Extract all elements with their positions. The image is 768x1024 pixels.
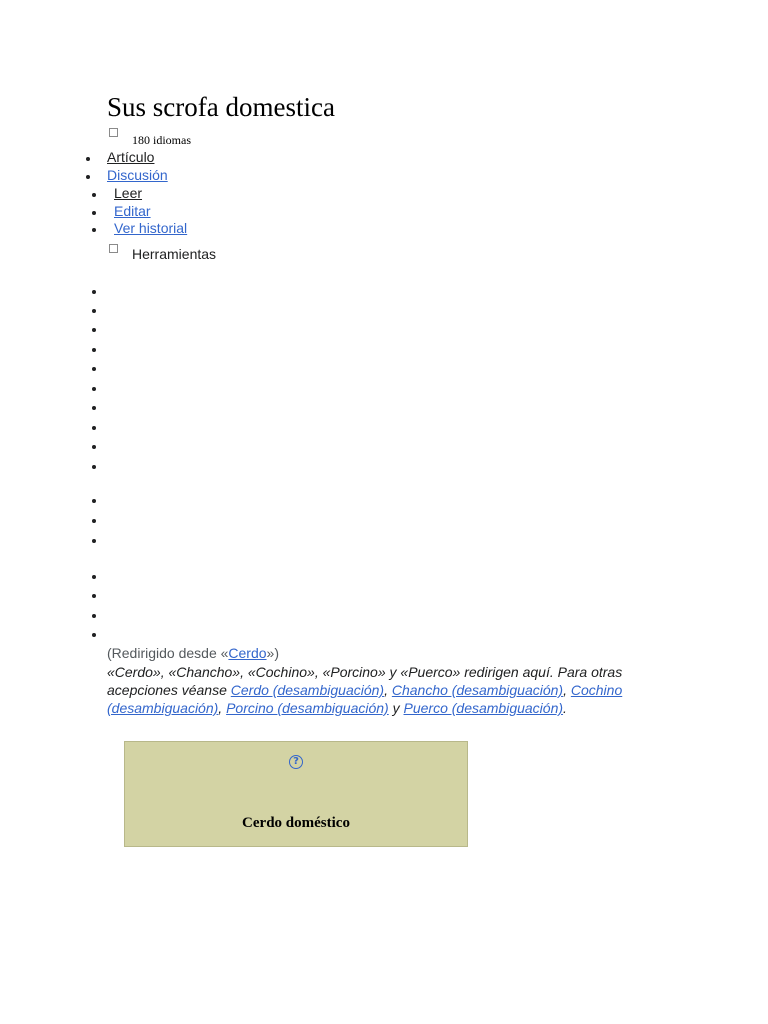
tab-article[interactable]: Artículo bbox=[107, 149, 155, 165]
hatnote-end: . bbox=[563, 700, 567, 716]
bullet-icon bbox=[86, 157, 90, 161]
list-bullet-icon bbox=[92, 519, 96, 523]
list-bullet-icon bbox=[92, 348, 96, 352]
hatnote-link-porcino[interactable]: Porcino (desambiguación) bbox=[226, 700, 389, 716]
hatnote-link-puerco[interactable]: Puerco (desambiguación) bbox=[403, 700, 564, 716]
hatnote-separator: , bbox=[563, 682, 571, 698]
redirect-prefix: (Redirigido desde « bbox=[107, 645, 229, 661]
hatnote-text: «Cerdo», «Chancho», «Cochino», «Porcino» y «Puerco» redirigen aquí. Para otras acepciones véanse bbox=[107, 664, 623, 698]
list-bullet-icon bbox=[92, 575, 96, 579]
bullet-icon bbox=[92, 228, 96, 232]
list-bullet-icon bbox=[92, 539, 96, 543]
tools-button[interactable]: Herramientas bbox=[132, 246, 217, 262]
hatnote-separator: y bbox=[388, 700, 404, 716]
list-bullet-icon bbox=[92, 387, 96, 391]
bullet-icon bbox=[86, 175, 90, 179]
languages-button[interactable]: 180 idiomas bbox=[132, 133, 191, 147]
tab-history[interactable]: Ver historial bbox=[114, 220, 188, 236]
hatnote-link-cerdo[interactable]: Cerdo (desambiguación) bbox=[230, 682, 385, 698]
hatnote-separator: , bbox=[384, 682, 392, 698]
infobox-title: Cerdo doméstico bbox=[242, 815, 350, 831]
page-title: Sus scrofa domestica bbox=[107, 92, 335, 122]
list-bullet-icon bbox=[92, 328, 96, 332]
list-bullet-icon bbox=[92, 290, 96, 294]
list-bullet-icon bbox=[92, 367, 96, 371]
hatnote-link-chancho[interactable]: Chancho (desambiguación) bbox=[391, 682, 564, 698]
hatnote-separator: , bbox=[218, 700, 227, 716]
list-bullet-icon bbox=[92, 426, 96, 430]
list-bullet-icon bbox=[92, 499, 96, 503]
list-bullet-icon bbox=[92, 614, 96, 618]
bullet-icon bbox=[92, 211, 96, 215]
list-bullet-icon bbox=[92, 594, 96, 598]
list-bullet-icon bbox=[92, 309, 96, 313]
redirect-suffix: ») bbox=[266, 645, 279, 661]
list-bullet-icon bbox=[92, 633, 96, 637]
list-bullet-icon bbox=[92, 445, 96, 449]
tab-edit[interactable]: Editar bbox=[114, 203, 151, 219]
redirect-link-cerdo[interactable]: Cerdo bbox=[228, 645, 267, 661]
list-bullet-icon bbox=[92, 406, 96, 410]
list-bullet-icon bbox=[92, 465, 96, 469]
hatnote-link-cochino[interactable]: Cochino (desambiguación) bbox=[107, 682, 623, 716]
tab-discussion[interactable]: Discusión bbox=[107, 167, 168, 183]
hatnote bbox=[107, 663, 647, 717]
bullet-icon bbox=[92, 193, 96, 197]
tab-read[interactable]: Leer bbox=[114, 185, 143, 201]
tools-checkbox-icon[interactable] bbox=[109, 244, 118, 253]
redirect-note bbox=[107, 645, 279, 662]
help-icon[interactable]: ? bbox=[289, 755, 303, 769]
languages-checkbox-icon[interactable] bbox=[109, 128, 118, 137]
